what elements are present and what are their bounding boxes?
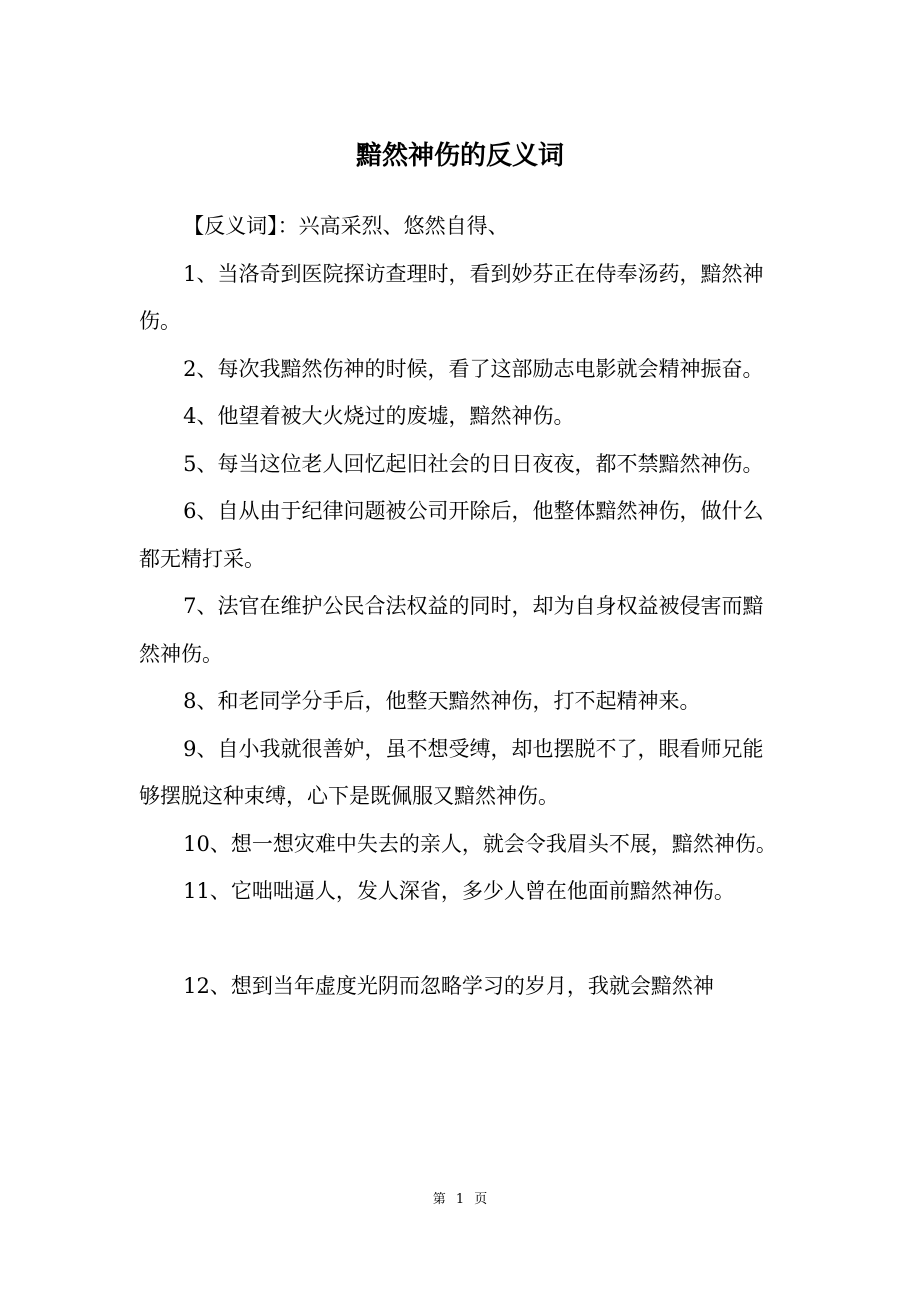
footer-prefix: 第: [432, 1192, 446, 1207]
example-sentence-11: 11、它咄咄逼人，发人深省，多少人曾在他面前黯然神伤。: [183, 879, 735, 903]
example-sentence-7: 7、法官在维护公民合法权益的同时，却为自身权益被侵害而黯然神伤。: [139, 594, 764, 666]
example-sentence-4: 4、他望着被大火烧过的废墟，黯然神伤。: [183, 404, 575, 428]
example-sentence-8: 8、和老同学分手后，他整天黯然神伤，打不起精神来。: [183, 689, 701, 713]
example-sentence-5: 5、每当这位老人回忆起旧社会的日日夜夜，都不禁黯然神伤。: [183, 451, 764, 476]
example-sentence-1: 1、当洛奇到医院探访查理时，看到妙芬正在侍奉汤药，黯然神伤。: [139, 261, 764, 333]
example-sentence-10: 10、想一想灾难中失去的亲人，就会令我眉头不展，黯然神伤。: [183, 831, 777, 856]
example-sentence-12: 12、想到当年虚度光阴而忽略学习的岁月，我就会黯然神: [183, 973, 714, 998]
example-sentence-2: 2、每次我黯然伤神的时候，看了这部励志电影就会精神振奋。: [183, 356, 764, 381]
page-footer: [0, 1190, 920, 1210]
footer-suffix: 页: [474, 1192, 488, 1207]
example-sentence-6: 6、自从由于纪律问题被公司开除后，他整体黯然神伤，做什么都无精打采。: [139, 499, 764, 571]
document-body: [139, 203, 781, 1010]
page-number: 1: [455, 1192, 465, 1207]
antonym-line: 【反义词】：兴高采烈、悠然自得、: [183, 214, 509, 238]
document-title: 黯然神伤的反义词: [355, 141, 564, 171]
example-sentence-9: 9、自小我就很善妒，虽不想受缚，却也摆脱不了，眼看师兄能够摆脱这种束缚，心下是既佩服又黯然神伤。: [139, 736, 764, 808]
